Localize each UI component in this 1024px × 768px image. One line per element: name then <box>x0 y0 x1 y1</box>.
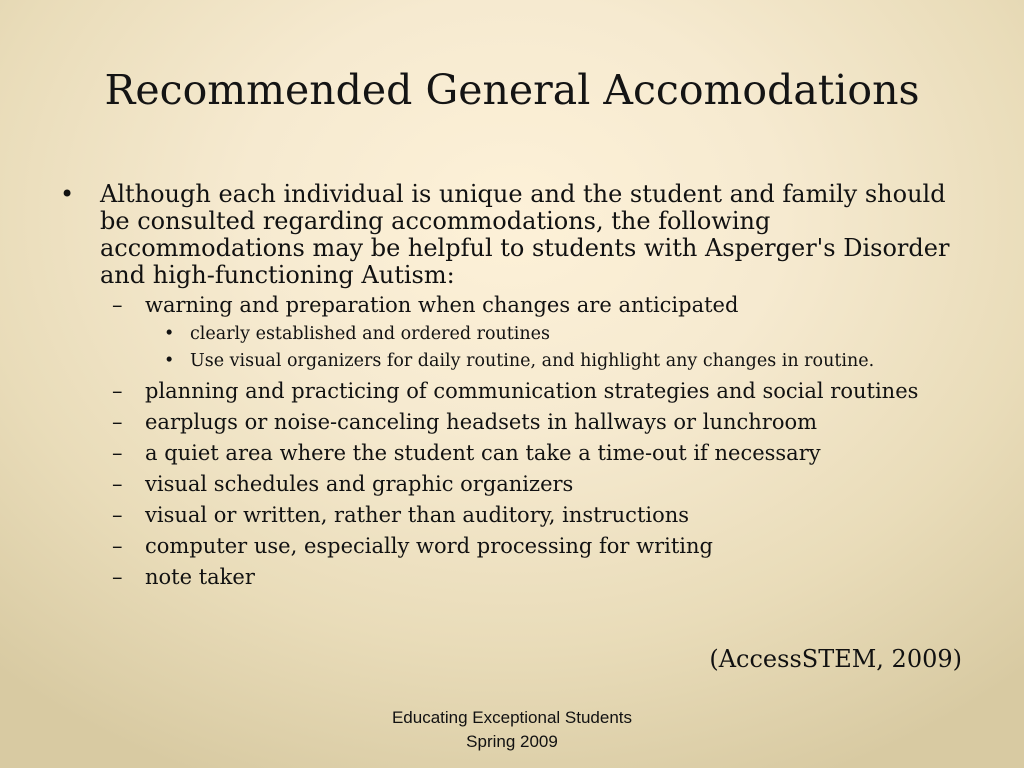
sub-bullet-list <box>56 293 966 589</box>
nested-bullet <box>56 351 966 372</box>
dash-marker: – <box>112 472 123 496</box>
sub-bullet <box>56 379 966 403</box>
footer-term: Spring 2009 <box>466 732 558 751</box>
dash-marker: – <box>112 565 123 589</box>
dash-marker: – <box>112 410 123 434</box>
sub-bullet <box>56 565 966 589</box>
sub-bullet-text: visual or written, rather than auditory, instructions <box>145 503 690 527</box>
bullet-marker: • <box>60 180 75 208</box>
dash-marker: – <box>112 293 123 317</box>
nested-bullet <box>56 324 966 345</box>
slide-footer <box>0 706 1024 754</box>
dash-marker: – <box>112 503 123 527</box>
main-bullet <box>56 181 966 289</box>
nested-bullet-list <box>56 324 966 372</box>
sub-bullet-text: note taker <box>145 565 255 589</box>
sub-bullet <box>56 472 966 496</box>
slide-body <box>56 181 966 596</box>
sub-bullet <box>56 410 966 434</box>
sub-bullet-text: warning and preparation when changes are anticipated <box>145 293 739 317</box>
sub-bullet-text: computer use, especially word processing for writing <box>145 534 713 558</box>
sub-bullet-text: planning and practicing of communication strategies and social routines <box>145 379 919 403</box>
dash-marker: – <box>112 534 123 558</box>
sub-bullet <box>56 293 966 317</box>
sub-bullet-text: visual schedules and graphic organizers <box>145 472 574 496</box>
nested-bullet-text: clearly established and ordered routines <box>190 324 550 344</box>
sub-bullet <box>56 534 966 558</box>
dash-marker: – <box>112 441 123 465</box>
nested-bullet-text: Use visual organizers for daily routine, and highlight any changes in routine. <box>190 351 875 371</box>
dash-marker: – <box>112 379 123 403</box>
main-bullet-text: Although each individual is unique and the student and family should be consulted regarding accommodations, the following accommodations may be helpful to students with Asperger's Disorder and high-functioning Autism: <box>100 180 950 289</box>
sub-bullet <box>56 441 966 465</box>
sub-bullet-text: earplugs or noise-canceling headsets in hallways or lunchroom <box>145 410 818 434</box>
sub-bullet <box>56 503 966 527</box>
sub-bullet-text: a quiet area where the student can take a time-out if necessary <box>145 441 821 465</box>
slide-title: Recommended General Accomodations <box>104 66 920 114</box>
bullet-marker: • <box>164 324 175 344</box>
citation: (AccessSTEM, 2009) <box>709 645 962 673</box>
footer-course-title: Educating Exceptional Students <box>391 708 633 727</box>
bullet-marker: • <box>164 351 175 371</box>
